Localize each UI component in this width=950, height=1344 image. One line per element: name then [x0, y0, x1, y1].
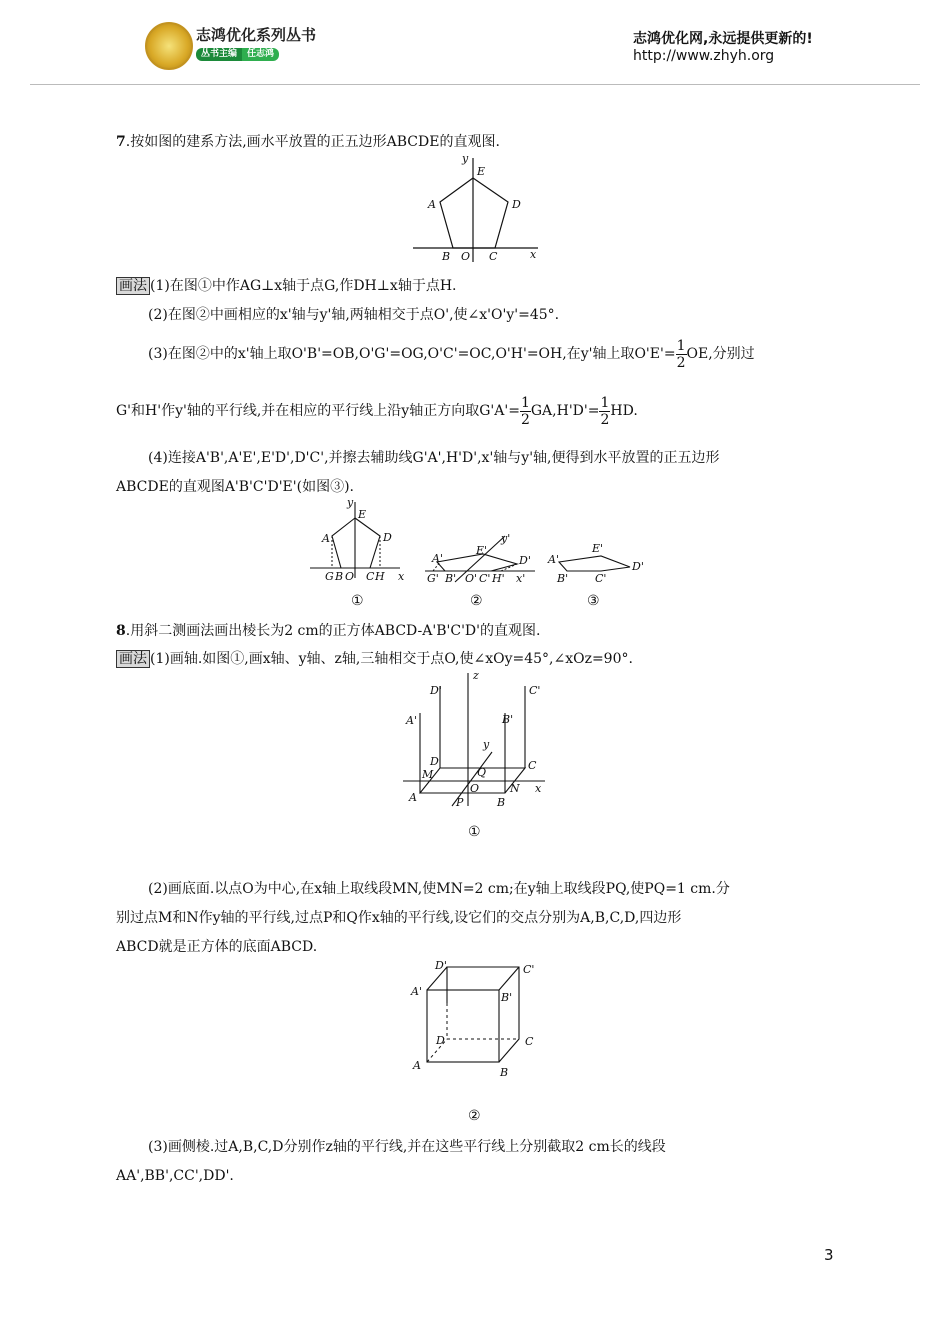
q7-figure-row: [305, 496, 645, 586]
q8-step3-line1: (3)画侧棱.过A,B,C,D分别作z轴的平行线,并在这些平行线上分别截取2 cm长的线段: [148, 1139, 666, 1155]
q7-step3-a: (3)在图②中的x'轴上取O'B'=OB,O'G'=OG,O'C'=OC,O'H'=OH,在y'轴上取O'E'=: [148, 346, 676, 362]
fraction-half: [676, 338, 687, 371]
svg-text:G': G': [427, 572, 439, 585]
q7-fig2: [425, 532, 535, 585]
q8-step1-text: (1)画轴.如图①,画x轴、y轴、z轴,三轴相交于点O,使∠xOy=45°,∠xOz=90°.: [150, 651, 633, 667]
q8-figure-axes: [400, 668, 560, 813]
svg-text:C': C': [595, 572, 607, 585]
svg-text:P: P: [456, 796, 464, 809]
q7-step3-c: G'和H'作y'轴的平行线,并在相应的平行线上沿y轴正方向取G'A'=: [116, 403, 520, 419]
svg-text:O: O: [345, 570, 355, 583]
svg-text:C: C: [528, 759, 537, 772]
q7-fig3-label: ③: [587, 593, 600, 609]
svg-text:A: A: [409, 791, 417, 804]
svg-text:D': D': [519, 554, 531, 567]
q7-step4-line2: ABCDE的直观图A'B'C'D'E'(如图③).: [116, 479, 354, 495]
q7-fig1: [310, 496, 405, 583]
q7-step3-d: GA,H'D'=: [530, 403, 600, 419]
q8-step1: [116, 649, 633, 669]
svg-text:D: D: [512, 198, 521, 211]
q8-step2-line1: (2)画底面.以点O为中心,在x轴上取线段MN,使MN=2 cm;在y轴上取线段PQ,使PQ=1 cm.分: [148, 881, 730, 897]
q7-step4-line1: (4)连接A'B',A'E',E'D',D'C',并擦去辅助线G'A',H'D',x'轴与y'轴,便得到水平放置的正五边形: [148, 450, 720, 466]
fraction-half: [520, 395, 531, 428]
fraction-half: [599, 395, 610, 428]
frac-den: 2: [520, 411, 530, 428]
q7-step3-line2: [116, 391, 638, 431]
svg-text:B: B: [335, 570, 344, 583]
svg-text:D': D': [430, 684, 442, 697]
q8-figure-cube: [405, 955, 550, 1080]
q7-step3-line1: [148, 334, 755, 374]
q7-fig2-label: ②: [470, 593, 483, 609]
page-header: [0, 0, 950, 80]
q8-fig1-label: ①: [468, 824, 481, 840]
svg-text:O: O: [470, 782, 480, 795]
svg-text:y: y: [462, 152, 469, 165]
series-title: 志鸿优化系列丛书: [196, 26, 317, 44]
svg-text:B': B': [501, 991, 513, 1004]
q8-method-tag: 画法: [116, 650, 150, 668]
svg-text:B: B: [442, 250, 451, 263]
svg-text:D: D: [436, 1034, 445, 1047]
svg-text:C: C: [525, 1035, 534, 1048]
svg-text:A: A: [428, 198, 436, 211]
editor-label: 丛书主编: [196, 48, 242, 61]
page-number: 3: [824, 1246, 834, 1264]
svg-text:x': x': [516, 572, 526, 585]
q8-number: 8: [116, 623, 126, 639]
svg-text:y: y: [347, 496, 354, 509]
q7-number: 7: [116, 134, 126, 150]
svg-text:H: H: [375, 570, 385, 583]
svg-text:E': E': [592, 542, 604, 555]
svg-text:C': C': [529, 684, 541, 697]
q7-step1-text: (1)在图①中作AG⊥x轴于点G,作DH⊥x轴于点H.: [150, 278, 457, 294]
svg-text:B': B': [502, 713, 514, 726]
svg-text:O': O': [465, 572, 478, 585]
svg-text:B: B: [497, 796, 506, 809]
header-divider: [30, 84, 920, 85]
frac-den: 2: [600, 411, 610, 428]
svg-text:Q: Q: [477, 766, 487, 779]
q7-method-tag: 画法: [116, 277, 150, 295]
q7-fig3: [547, 542, 644, 585]
frac-num: 1: [676, 337, 686, 354]
svg-text:C': C': [479, 572, 491, 585]
svg-text:x: x: [530, 248, 537, 261]
svg-text:C: C: [489, 250, 498, 263]
svg-text:x: x: [535, 782, 542, 795]
svg-text:H': H': [492, 572, 505, 585]
svg-text:O: O: [461, 250, 471, 263]
svg-text:E: E: [358, 508, 367, 521]
svg-text:A': A': [411, 985, 422, 998]
svg-text:y': y': [501, 532, 511, 545]
svg-text:C: C: [366, 570, 375, 583]
header-slogan: 志鸿优化网,永远提供更新的!: [633, 31, 813, 47]
svg-text:y: y: [483, 738, 490, 751]
q7-figure-pentagon: [410, 150, 550, 265]
q7-text: .按如图的建系方法,画水平放置的正五边形ABCDE的直观图.: [125, 134, 500, 150]
q8-step2-line2: 别过点M和N作y轴的平行线,过点P和Q作x轴的平行线,设它们的交点分别为A,B,C,D,四边形: [116, 910, 682, 926]
q7-step3-b: OE,分别过: [686, 346, 755, 362]
svg-text:B': B': [445, 572, 457, 585]
q8-title: [116, 621, 540, 641]
q7-title: [116, 132, 500, 152]
svg-text:A': A': [432, 552, 443, 565]
q8-step2-line3: ABCD就是正方体的底面ABCD.: [116, 939, 318, 955]
svg-text:z: z: [473, 669, 479, 682]
svg-text:D': D': [435, 959, 447, 972]
q8-step3-line2: AA',BB',CC',DD'.: [116, 1168, 234, 1184]
frac-num: 1: [520, 394, 530, 411]
svg-text:A: A: [413, 1059, 421, 1072]
svg-text:x: x: [398, 570, 405, 583]
svg-text:A': A': [406, 714, 417, 727]
svg-text:E: E: [477, 165, 486, 178]
svg-text:E': E': [476, 544, 488, 557]
svg-text:D': D': [632, 560, 644, 573]
q7-step1: [116, 276, 456, 296]
svg-text:G: G: [325, 570, 334, 583]
svg-text:N: N: [510, 782, 520, 795]
frac-den: 2: [676, 354, 686, 371]
q7-fig1-label: ①: [351, 593, 364, 609]
svg-text:A': A': [548, 553, 559, 566]
editor-tag: [196, 48, 279, 61]
svg-text:D: D: [383, 531, 392, 544]
svg-text:A: A: [322, 532, 330, 545]
q8-fig2-label: ②: [468, 1108, 481, 1124]
svg-text:D: D: [430, 755, 439, 768]
svg-text:B': B': [557, 572, 569, 585]
svg-text:B: B: [500, 1066, 509, 1079]
editor-name: 任志鸿: [242, 48, 279, 61]
series-logo-icon: [145, 22, 193, 70]
q8-text: .用斜二测画法画出棱长为2 cm的正方体ABCD-A'B'C'D'的直观图.: [125, 623, 541, 639]
header-url[interactable]: http://www.zhyh.org: [633, 48, 775, 64]
svg-text:M: M: [422, 768, 434, 781]
frac-num: 1: [600, 394, 610, 411]
q7-step2: (2)在图②中画相应的x'轴与y'轴,两轴相交于点O',使∠x'O'y'=45°.: [148, 307, 560, 323]
svg-text:C': C': [523, 963, 535, 976]
q7-step3-e: HD.: [610, 403, 638, 419]
